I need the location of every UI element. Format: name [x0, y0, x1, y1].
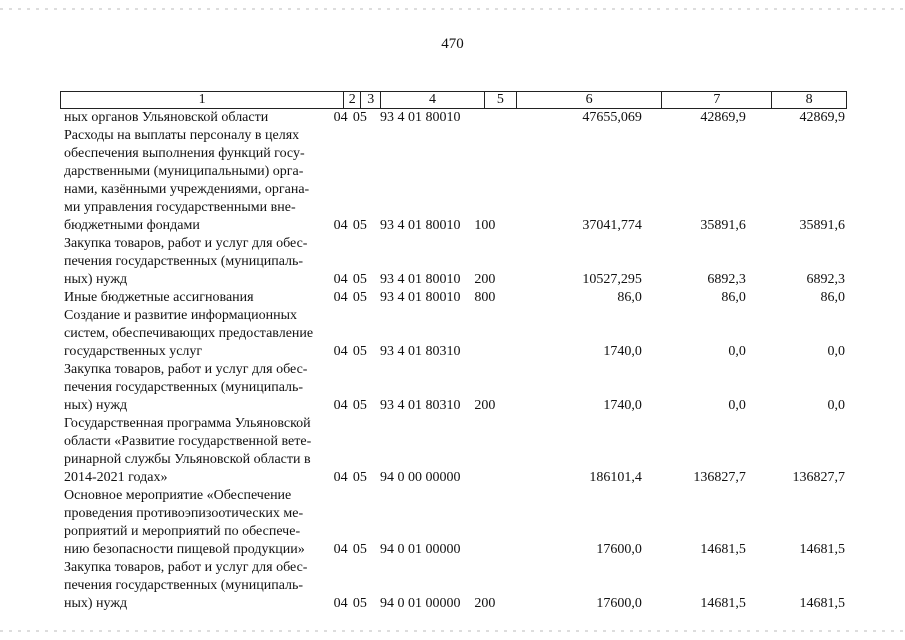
table-header-row — [60, 91, 847, 109]
table-row — [60, 415, 847, 487]
row-vr: 200 — [474, 272, 496, 287]
row-value-7: 136827,7 — [693, 470, 746, 485]
row-name-line: Создание и развитие информационных — [64, 308, 298, 323]
row-value-6: 37041,774 — [582, 218, 642, 233]
row-value-7: 0,0 — [728, 344, 746, 359]
row-name-line: ных) нужд — [64, 596, 128, 611]
row-name-line: государственных услуг — [64, 344, 203, 359]
row-name — [60, 235, 334, 289]
row-value-8: 42869,9 — [799, 110, 845, 125]
table-row — [60, 127, 847, 235]
row-name-line: Закупка товаров, работ и услуг для обес- — [64, 362, 308, 377]
row-value-7: 86,0 — [721, 290, 746, 305]
scan-top-edge — [0, 8, 905, 10]
row-name — [60, 109, 334, 127]
header-col-4: 4 — [381, 92, 485, 108]
row-value-6: 1740,0 — [603, 344, 642, 359]
row-vr: 800 — [474, 290, 496, 305]
row-rz: 04 — [333, 542, 348, 557]
row-name-line: дарственными (муниципальными) орга- — [64, 164, 304, 179]
row-pr: 05 — [352, 344, 367, 359]
row-rz: 04 — [333, 218, 348, 233]
row-pr: 05 — [352, 110, 367, 125]
row-name-line: нами, казёнными учреждениями, органа- — [64, 182, 310, 197]
row-rz: 04 — [333, 596, 348, 611]
row-value-6: 17600,0 — [596, 542, 642, 557]
row-name — [60, 415, 334, 487]
row-csr: 93 4 01 80010 — [380, 272, 461, 287]
row-pr: 05 — [352, 398, 367, 413]
row-name-line: Закупка товаров, работ и услуг для обес- — [64, 560, 308, 575]
table-row — [60, 307, 847, 361]
row-name-line: 2014-2021 годах» — [64, 470, 168, 485]
row-vr: 200 — [474, 596, 496, 611]
row-name-line: печения государственных (муниципаль- — [64, 578, 304, 593]
row-name-line: печения государственных (муниципаль- — [64, 380, 304, 395]
row-rz: 04 — [333, 398, 348, 413]
row-name-line: нию безопасности пищевой продукции» — [64, 542, 305, 557]
row-name-line: проведения противоэпизоотических ме- — [64, 506, 304, 521]
row-value-7: 42869,9 — [700, 110, 746, 125]
row-csr: 94 0 01 00000 — [380, 542, 461, 557]
row-csr: 93 4 01 80010 — [380, 218, 461, 233]
row-value-6: 10527,295 — [582, 272, 642, 287]
row-rz: 04 — [333, 470, 348, 485]
row-name — [60, 307, 334, 361]
row-pr: 05 — [352, 470, 367, 485]
row-value-8: 35891,6 — [799, 218, 845, 233]
row-name-line: ных) нужд — [64, 272, 128, 287]
header-col-6: 6 — [517, 92, 663, 108]
row-value-6: 47655,069 — [582, 110, 642, 125]
page-number: 470 — [441, 36, 464, 52]
row-name — [60, 289, 334, 307]
table-row — [60, 109, 847, 127]
row-csr: 94 0 00 00000 — [380, 470, 461, 485]
table-row — [60, 235, 847, 289]
row-value-7: 14681,5 — [700, 596, 746, 611]
row-value-6: 186101,4 — [589, 470, 642, 485]
table-row — [60, 289, 847, 307]
row-pr: 05 — [352, 218, 367, 233]
header-col-3: 3 — [361, 92, 381, 108]
row-rz: 04 — [333, 272, 348, 287]
scan-bottom-edge — [0, 630, 905, 632]
row-value-8: 6892,3 — [806, 272, 845, 287]
row-csr: 93 4 01 80310 — [380, 344, 461, 359]
row-pr: 05 — [352, 272, 367, 287]
row-rz: 04 — [333, 290, 348, 305]
row-name-line: обеспечения выполнения функций госу- — [64, 146, 305, 161]
row-name-line: Государственная программа Ульяновской — [64, 416, 311, 431]
row-pr: 05 — [352, 596, 367, 611]
row-name-line: Иные бюджетные ассигнования — [64, 290, 254, 305]
row-value-7: 14681,5 — [700, 542, 746, 557]
header-col-2: 2 — [344, 92, 361, 108]
row-value-8: 0,0 — [827, 398, 845, 413]
row-name-line: бюджетными фондами — [64, 218, 200, 233]
row-name-line: ринарной службы Ульяновской области в — [64, 452, 311, 467]
row-name-line: области «Развитие государственной вете- — [64, 434, 312, 449]
row-name-line: ных) нужд — [64, 398, 128, 413]
row-name-line: ми управления государственными вне- — [64, 200, 296, 215]
row-pr: 05 — [352, 542, 367, 557]
row-vr: 200 — [474, 398, 496, 413]
row-name-line: печения государственных (муниципаль- — [64, 254, 304, 269]
row-value-8: 0,0 — [827, 344, 845, 359]
row-csr: 94 0 01 00000 — [380, 596, 461, 611]
row-name-line: Основное мероприятие «Обеспечение — [64, 488, 292, 503]
row-pr: 05 — [352, 290, 367, 305]
row-name-line: роприятий и мероприятий по обеспече- — [64, 524, 301, 539]
row-csr: 93 4 01 80010 — [380, 290, 461, 305]
row-csr: 93 4 01 80010 — [380, 110, 461, 125]
header-col-8: 8 — [805, 92, 813, 107]
row-rz: 04 — [333, 344, 348, 359]
row-name — [60, 487, 334, 559]
row-name-line: ных органов Ульяновской области — [64, 110, 269, 125]
row-value-6: 1740,0 — [603, 398, 642, 413]
row-value-7: 6892,3 — [707, 272, 746, 287]
row-rz: 04 — [333, 110, 348, 125]
row-name-line: Расходы на выплаты персоналу в целях — [64, 128, 300, 143]
row-name-line: Закупка товаров, работ и услуг для обес- — [64, 236, 308, 251]
row-value-6: 86,0 — [617, 290, 642, 305]
table-body — [60, 109, 847, 613]
header-col-5: 5 — [485, 92, 517, 108]
header-col-7: 7 — [662, 92, 772, 108]
table-row — [60, 559, 847, 613]
header-col-1: 1 — [61, 92, 344, 108]
table-row — [60, 487, 847, 559]
row-name-line: систем, обеспечивающих предоставление — [64, 326, 314, 341]
row-value-8: 86,0 — [820, 290, 845, 305]
row-csr: 93 4 01 80310 — [380, 398, 461, 413]
row-value-8: 14681,5 — [799, 542, 845, 557]
row-value-6: 17600,0 — [596, 596, 642, 611]
row-value-8: 14681,5 — [799, 596, 845, 611]
row-value-7: 0,0 — [728, 398, 746, 413]
row-value-7: 35891,6 — [700, 218, 746, 233]
row-name — [60, 361, 334, 415]
table-row — [60, 361, 847, 415]
row-name — [60, 559, 334, 613]
row-value-8: 136827,7 — [792, 470, 845, 485]
row-name — [60, 127, 334, 235]
row-vr: 100 — [474, 218, 496, 233]
